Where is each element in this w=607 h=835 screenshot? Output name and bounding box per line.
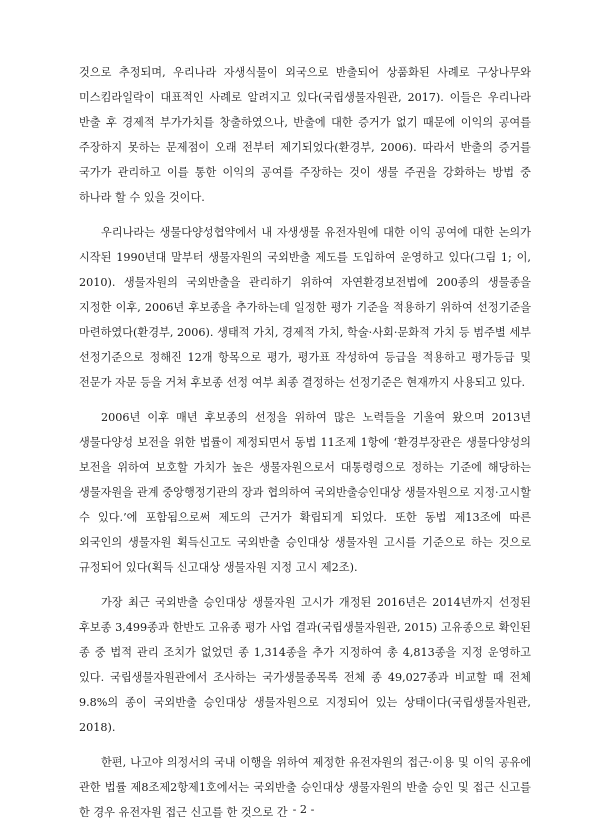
- paragraph-2: 우리나라는 생물다양성협약에서 내 자생생물 유전자원에 대한 이익 공여에 대한 논의가 시작된 1990년대 말부터 생물자원의 국외반출 제도를 도입하여 운영하고 있다(그림 1; 이, 2010). 생물자원의 국외반출을 관리하기 위하여 자연환경보전법에 200종의 생물종을 지정한 이후, 2006년 후보종을 추가하는데 일정한 평가 기준을 적용하기 위하여 선정기준을 마련하였다(환경부, 2006). 생태적 가치, 경제적 가치, 학술·사회·문화적 가치 등 범주별 세부 선정기준으로 정해진 12개 항목으로 평가, 평가표 작성하여 등급을 적용하고 평가등급 및 전문가 자문 등을 거쳐 후보종 선정 여부 최종 결정하는 선정기준은 현재까지 사용되고 있다.: [79, 226, 531, 389]
- paragraph-5: 한편, 나고야 의정서의 국내 이행을 위하여 제정한 유전자원의 접근·이용 및 이익 공유에 관한 법률 제8조제2항제1호에서는 국외반출 승인대상 생물자원의 반출 승인 및 접근 신고를 한 경우 유전자원 접근 신고를 한 것으로 간: [79, 756, 531, 819]
- paragraph-4: 가장 최근 국외반출 승인대상 생물자원 고시가 개정된 2016년은 2014년까지 선정된 후보종 3,499종과 한반도 고유종 평가 사업 결과(국립생물자원관, 2015) 고유종으로 확인된 종 중 법적 관리 조치가 없었던 종 1,314종을 추가 지정하여 총 4,813종을 지정 운영하고 있다. 국립생물자원관에서 조사하는 국가생물종목록 전체 종 49,027종과 비교할 때 전체 9.8%의 종이 국외반출 승인대상 생물자원으로 지정되어 있는 상태이다(국립생물자원관, 2018).: [79, 596, 531, 734]
- paragraph-3: 2006년 이후 매년 후보종의 선정을 위하여 많은 노력들을 기울여 왔으며 2013년 생물다양성 보전을 위한 법률이 제정되면서 동법 11조제 1항에 ‘환경부장관은 생물다양성의 보전을 위하여 보호할 가치가 높은 생물자원으로서 대통령령으로 정하는 기준에 해당하는 생물자원을 관계 중앙행정기관의 장과 협의하여 국외반출승인대상 생물자원으로 지정·고시할 수 있다.’에 포함됨으로써 제도의 근거가 확립되게 되었다. 또한 동법 제13조에 따른 외국인의 생물자원 획득신고도 국외반출 승인대상 생물자원 고시를 기준으로 하는 것으로 규정되어 있다(획득 신고대상 생물자원 지정 고시 제2조).: [79, 411, 531, 574]
- page-number: - 2 -: [292, 803, 315, 816]
- document-body: [79, 60, 531, 835]
- paragraph-1: 것으로 추정되며, 우리나라 자생식물이 외국으로 반출되어 상품화된 사례로 구상나무와 미스킴라일락이 대표적인 사례로 알려지고 있다(국립생물자원관, 2017). 이들은 우리나라 반출 후 경제적 부가가치를 창출하였으나, 반출에 대한 증거가 없기 때문에 이익의 공여를 주장하지 못하는 문제점이 오래 전부터 제기되었다(환경부, 2006). 따라서 반출의 증거를 국가가 관리하고 이를 통한 이익의 공여를 주장하는 것이 생물 주권을 강화하는 방법 중 하나라 할 수 있을 것이다.: [79, 66, 531, 204]
